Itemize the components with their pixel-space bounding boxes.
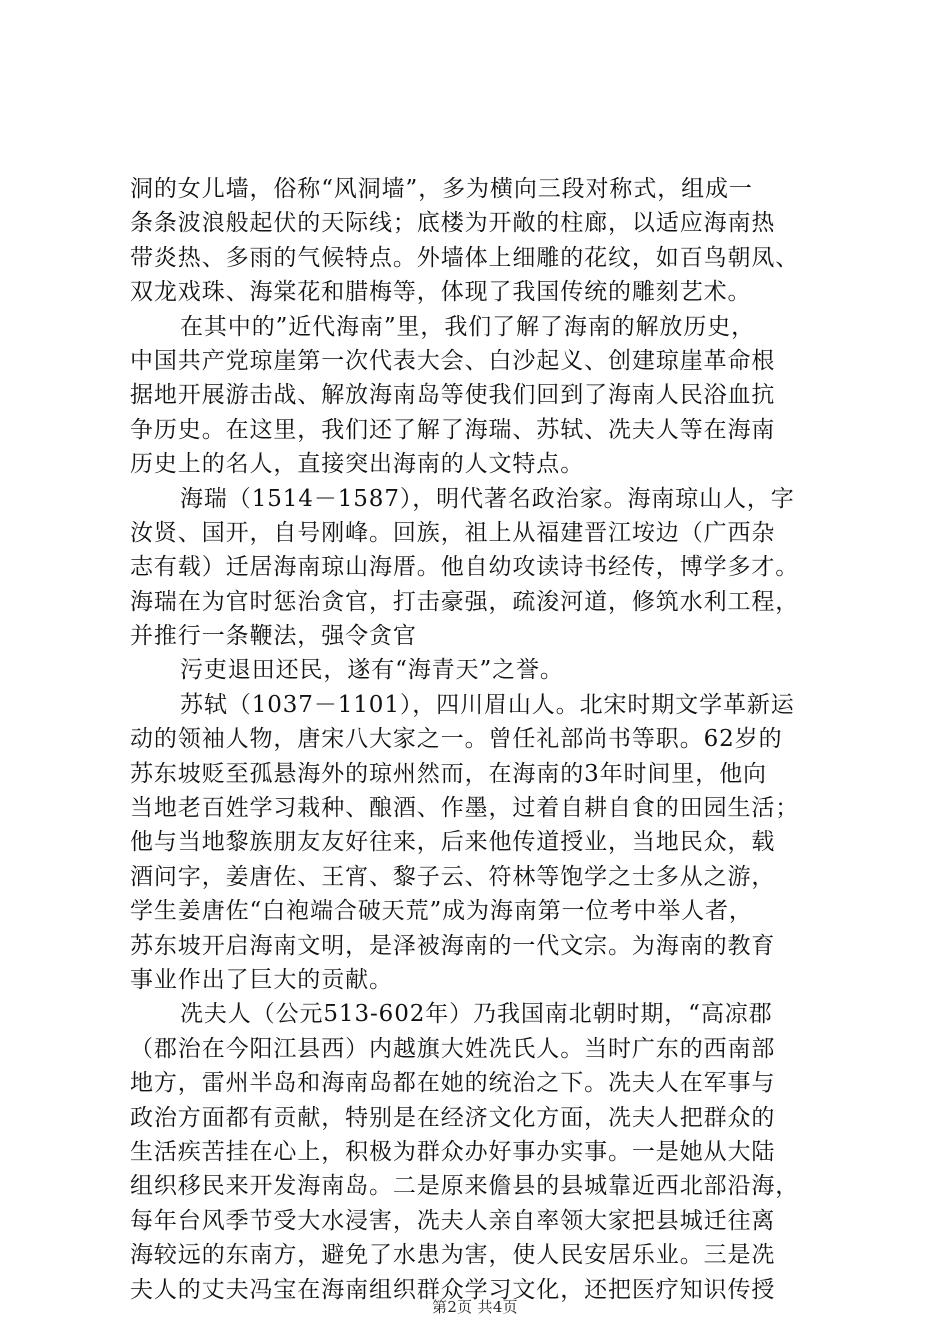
body-text xyxy=(130,172,830,1307)
text-line: 海瑞在为官时惩治贪官，打击豪强，疏浚河道，修筑水利工程， xyxy=(130,588,800,615)
text-line: 酒问字，姜唐佐、王宵、黎子云、符林等饱学之士多从之游， xyxy=(130,863,776,890)
text-line: 生活疾苦挂在心上，积极为群众办好事办实事。一是她从大陆 xyxy=(130,1138,776,1165)
text-line: 动的领袖人物，唐宋八大家之一。曾任礼部尚书等职。62岁的 xyxy=(130,726,783,753)
text-line: 每年台风季节受大水浸害，冼夫人亲自率领大家把县城迁往离 xyxy=(130,1207,776,1234)
text-line: 夫人的丈夫冯宝在海南组织群众学习文化，还把医疗知识传授 xyxy=(130,1276,776,1303)
text-line: 海较远的东南方，避免了水患为害，使人民安居乐业。三是冼 xyxy=(130,1242,776,1269)
text-line: 地方，雷州半岛和海南岛都在她的统治之下。冼夫人在军事与 xyxy=(130,1070,776,1097)
text-line: 苏东坡贬至孤悬海外的琼州然而，在海南的3年时间里，他向 xyxy=(130,760,767,787)
text-line: 双龙戏珠、海棠花和腊梅等，体现了我国传统的雕刻艺术。 xyxy=(130,279,752,306)
text-line: 汝贤、国开，自号刚峰。回族，祖上从福建晋江垵边（广西杂 xyxy=(130,519,776,546)
text-line: 洞的女儿墙，俗称“风洞墙”，多为横向三段对称式，组成一 xyxy=(130,176,753,202)
text-line: 事业作出了巨大的贡献。 xyxy=(130,966,393,993)
text-line: 当地老百姓学习栽种、酿酒、作墨，过着自耕自食的田园生活； xyxy=(130,795,800,822)
text-line: 组织移民来开发海南岛。二是原来儋县的县城靠近西北部沿海， xyxy=(130,1173,800,1200)
text-line: 苏东坡开启海南文明，是泽被海南的一代文宗。为海南的教育 xyxy=(130,932,776,959)
text-line: 条条波浪般起伏的天际线；底楼为开敞的柱廊，以适应海南热 xyxy=(130,210,776,237)
text-line: 历史上的名人，直接突出海南的人文特点。 xyxy=(130,451,585,478)
text-line: （郡治在今阳江县西）内越旗大姓冼氏人。当时广东的西南部 xyxy=(130,1035,776,1062)
text-line: 据地开展游击战、解放海南岛等使我们回到了海南人民浴血抗 xyxy=(130,382,776,409)
text-line: 苏轼（1037－1101），四川眉山人。北宋时期文学革新运 xyxy=(180,691,795,718)
text-line: 并推行一条鞭法，强令贪官 xyxy=(130,623,417,650)
text-line: 中国共产党琼崖第一次代表大会、白沙起义、创建琼崖革命根 xyxy=(130,347,776,374)
text-line: 志有载）迁居海南琼山海厝。他自幼攻读诗书经传，博学多才。 xyxy=(130,554,800,581)
text-line: 政治方面都有贡献，特别是在经济文化方面，冼夫人把群众的 xyxy=(130,1104,776,1131)
text-line: 学生姜唐佐“白袍端合破天荒”成为海南第一位考中举人者， xyxy=(130,898,753,925)
text-line: 争历史。在这里，我们还了解了海瑞、苏轼、冼夫人等在海南 xyxy=(130,416,776,443)
text-line: 污吏退田还民，遂有“海青天”之誉。 xyxy=(180,657,564,684)
text-line: 他与当地黎族朋友友好往来，后来他传道授业，当地民众，载 xyxy=(130,829,776,856)
text-line: 带炎热、多雨的气候特点。外墙体上细雕的花纹，如百鸟朝凤、 xyxy=(130,244,800,271)
text-line: 冼夫人（公元513-602年）乃我国南北朝时期，“高凉郡 xyxy=(180,1001,773,1028)
page-number-footer: 第2页 共4页 xyxy=(432,1298,518,1316)
text-line: 海瑞（1514－1587），明代著名政治家。海南琼山人，字 xyxy=(180,485,795,512)
text-line: 在其中的”近代海南”里，我们了解了海南的解放历史， xyxy=(180,313,756,340)
